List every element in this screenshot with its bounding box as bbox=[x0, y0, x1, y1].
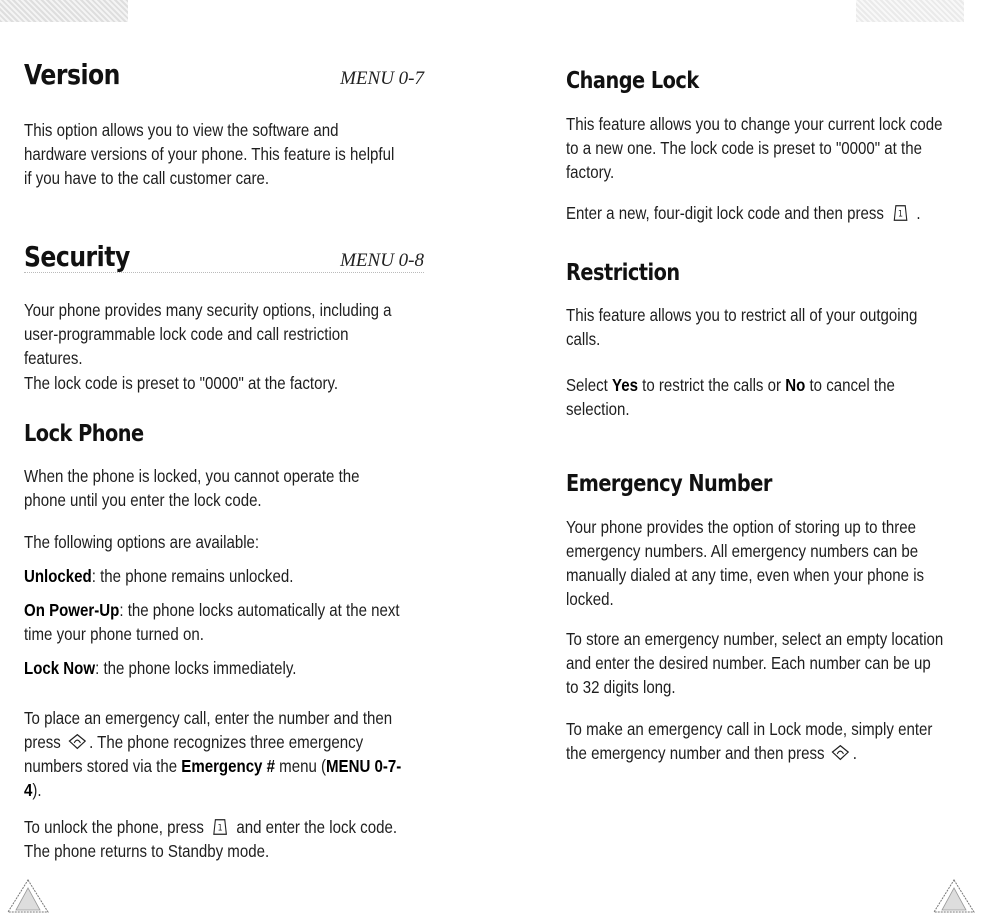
emergency-menu-name: Emergency # bbox=[181, 756, 275, 776]
page-ornament-left bbox=[6, 878, 50, 914]
restriction-no: No bbox=[785, 375, 806, 395]
page-ornament-right bbox=[932, 878, 976, 914]
lock-options-intro: The following options are available: bbox=[24, 532, 260, 552]
scan-mark-top-right bbox=[856, 0, 964, 22]
emergency-number-body-2: To store an emergency number, select an empty location and enter the desired number. Each number can be up to 32 digits long. bbox=[566, 629, 944, 697]
scan-mark-top-left bbox=[0, 0, 128, 22]
restriction-yes: Yes bbox=[612, 375, 638, 395]
lock-phone-title: Lock Phone bbox=[24, 421, 144, 447]
version-menu-ref: MENU 0-7 bbox=[340, 68, 424, 89]
restriction-title: Restriction bbox=[566, 260, 680, 286]
security-title: Security bbox=[24, 240, 130, 273]
restriction-select-c: to cancel the selection. bbox=[566, 375, 895, 419]
restriction-select-a: Select bbox=[566, 375, 608, 395]
option-power-up bbox=[24, 598, 402, 646]
option-power-up-text: : the phone locks automatically at the next time your phone turned on. bbox=[24, 600, 400, 644]
emergency-number-title: Emergency Number bbox=[566, 471, 772, 497]
change-lock-enter-text: Enter a new, four-digit lock code and then press bbox=[566, 203, 884, 223]
option-power-up-label: On Power-Up bbox=[24, 600, 120, 620]
send-key-icon bbox=[68, 732, 87, 752]
lock-phone-heading-row bbox=[24, 421, 424, 447]
unlock-text-a: To unlock the phone, press bbox=[24, 817, 204, 837]
ok-key-icon bbox=[891, 203, 910, 223]
restriction-select-b: to restrict the calls or bbox=[642, 375, 782, 395]
emergency-call-text-a: To place an emergency call, enter the number and then press bbox=[24, 708, 393, 752]
security-body-2: The lock code is preset to "0000" at the factory. bbox=[24, 373, 339, 393]
security-heading-row bbox=[24, 240, 424, 273]
version-title: Version bbox=[24, 58, 120, 91]
emergency-call-text-b: . The phone recognizes three emergency numbers stored via the bbox=[24, 732, 364, 776]
security-menu-ref: MENU 0-8 bbox=[340, 250, 424, 271]
svg-text:1: 1 bbox=[217, 822, 223, 833]
version-body: This option allows you to view the software and hardware versions of your phone. This feature is helpful if you have to the call customer care. bbox=[24, 120, 395, 188]
emergency-menu-ref: MENU 0-7-4 bbox=[24, 756, 402, 800]
option-lock-now bbox=[24, 656, 402, 680]
change-lock-heading-row bbox=[566, 68, 966, 94]
security-divider bbox=[24, 272, 424, 273]
change-lock-title: Change Lock bbox=[566, 68, 699, 94]
emergency-number-body-3-end: . bbox=[852, 743, 857, 763]
emergency-call-text-d: ). bbox=[32, 780, 42, 800]
security-body-1: Your phone provides many security options, including a user-programmable lock code and call restriction features. bbox=[24, 300, 392, 368]
emergency-number-heading-row bbox=[566, 471, 966, 497]
change-lock-enter-end: . bbox=[916, 203, 921, 223]
emergency-number-body-1: Your phone provides the option of storing up to three emergency numbers. All emergency numbers can be manually dialed at any time, even when your phone is locked. bbox=[566, 517, 925, 609]
emergency-call-text-c: menu ( bbox=[279, 756, 327, 776]
option-lock-now-text: : the phone locks immediately. bbox=[95, 658, 297, 678]
option-unlocked-text: : the phone remains unlocked. bbox=[91, 566, 294, 586]
one-key-icon bbox=[211, 817, 230, 837]
emergency-call-paragraph bbox=[24, 706, 402, 802]
option-unlocked-label: Unlocked bbox=[24, 566, 92, 586]
option-unlocked bbox=[24, 564, 402, 588]
version-heading-row bbox=[24, 58, 424, 91]
svg-text:1: 1 bbox=[897, 208, 903, 219]
send-key-icon bbox=[831, 743, 850, 763]
unlock-text-b: and enter the lock code. The phone returns to Standby mode. bbox=[24, 817, 397, 861]
emergency-number-body-3-text: To make an emergency call in Lock mode, simply enter the emergency number and then press bbox=[566, 719, 933, 763]
emergency-number-body-3 bbox=[566, 717, 944, 765]
restriction-body: This feature allows you to restrict all of your outgoing calls. bbox=[566, 305, 918, 349]
option-lock-now-label: Lock Now bbox=[24, 658, 96, 678]
restriction-heading-row bbox=[566, 260, 966, 286]
restriction-select bbox=[566, 373, 944, 421]
lock-phone-intro: When the phone is locked, you cannot operate the phone until you enter the lock code. bbox=[24, 466, 360, 510]
change-lock-enter bbox=[566, 201, 944, 225]
change-lock-body: This feature allows you to change your current lock code to a new one. The lock code is preset to "0000" at the factory. bbox=[566, 114, 943, 182]
unlock-paragraph bbox=[24, 815, 402, 863]
